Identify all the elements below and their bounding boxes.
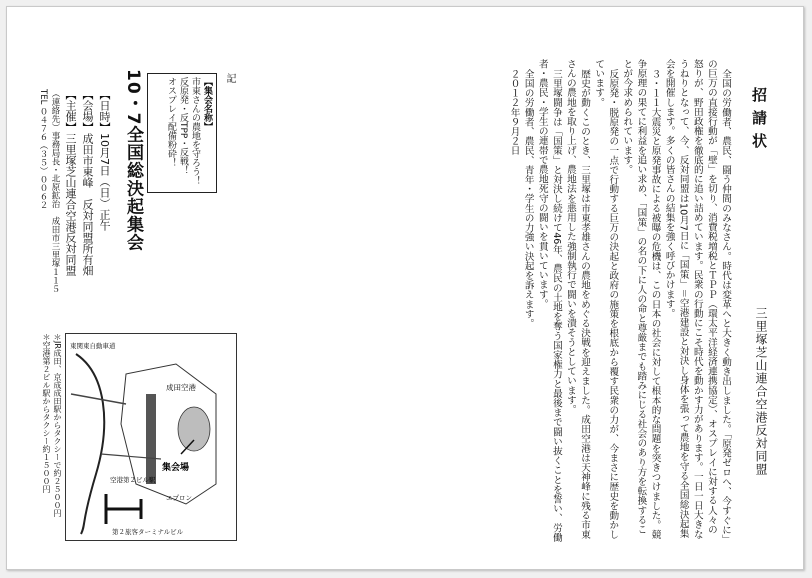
map-note: ＊空港第２ビル駅からタクシー約１５００円 (42, 333, 51, 493)
runway (146, 394, 156, 484)
body-paragraph: 全国の労働者、農民、青年・学生の力強い決起を訴えます。 (522, 68, 534, 328)
invitation-page (6, 6, 804, 570)
map-notes (29, 333, 63, 539)
map-label-venue: 集会場 (162, 463, 190, 473)
rally-title: 10・7全国総決起集会 (123, 69, 143, 252)
body-paragraph: 歴史が動くこのとき、三里塚は市東孝雄さんの農地をめぐる決戦を迎えました。成田空港は天神峰に残る市東さんの農地を取り上げ、農地法を悪用した強制執行で闘いを潰そうとしています。 (564, 59, 591, 539)
map-note: ＊JR成田、京成成田駅からタクシーで約２５００円 (53, 333, 62, 517)
road-line (71, 394, 126, 404)
body-text (242, 59, 732, 543)
body-date: ２０１２年９月２日 (508, 68, 520, 155)
rally-organizer: 【主催】三里塚芝山連合空港反対同盟 (64, 89, 77, 276)
map-label-station: 空港第２ビル駅 (110, 476, 156, 484)
slogan-box-title: 【集会名称】 (202, 77, 212, 131)
venue-map (65, 333, 237, 541)
map-label-road: 東関東自動車道 (70, 342, 116, 350)
rally-venue: 【会場】成田市東峰 反対同盟所有畑 (81, 89, 94, 276)
map-label-airport: 成田空港 (166, 383, 196, 392)
page-title: 招請状 (750, 87, 768, 156)
contact-phone: TEL ０４７６（３５）００６２ (38, 89, 48, 210)
slogan-line: 市東さんの農地を守ろう！ (190, 77, 200, 185)
slogan-line: 反原発・反TPP・反戦！ (178, 77, 188, 175)
body-paragraph: 三里塚闘争は「国策」と対決し続けて46年、農民の土地を奪う国家権力と最後まで闘い抜くことを誓い、労働者・農民・学生の連帯で農地死守の闘いを貫いています。 (536, 59, 562, 542)
slogan-box (147, 73, 217, 193)
body-paragraph: 反原発・脱原発の一点で行動する巨万の決起と政府の施策を根底から覆す民衆の力が、今まさに歴史を動かしています。 (593, 59, 619, 539)
map-label-terminal: 第２旅客ターミナルビル (112, 528, 184, 536)
map-label-apron: エプロン (166, 494, 192, 502)
road-line (76, 354, 104, 534)
body-paragraph: ３・１１大震災と原発事故による被曝の危機は、この日本の社会に対して根本的な問題を突きつけました。競争原理の果てに利益を追い求め、「国策」の名の下に人の命と尊厳までも踏みにじる社会のあり方を転換することが今求められています。 (621, 59, 661, 539)
rally-info (63, 89, 113, 339)
contact-info (25, 89, 61, 355)
rally-date: 【日時】10月7日（日）正午 (98, 89, 111, 231)
terminal-building (106, 494, 141, 524)
body-paragraph: 全国の労働者、農民、闘う仲間のみなさん。時代は変革へと大きく動き出しました。「原発ゼロへ、今すぐに」の巨万の直接行動が「壁」を切り、消費税増税とＴＰＰ（環太平洋経済連携協定）、オスプレイに対する人々の怒りが、野田政権を徹底的に追い詰めています。民衆の行動にこそ時代を動かす力があります。一日一日大きなうねりとなって、今、反対同盟は10月7日に「国策」＝空港建設と対決し身体を張って農地を守る全国総決起集会を開催します。多くの皆さんの結集を強く呼びかけます。 (663, 59, 731, 539)
slogan-line: オスプレイ配備粉砕！ (166, 77, 176, 167)
venue-area (178, 407, 210, 451)
notice-mark: 記 (224, 73, 235, 89)
sender-name: 三里塚芝山連合空港反対同盟 (754, 307, 768, 476)
contact-address: （連絡先）事務局長・北原鉱治 成田市三里塚１１５ (50, 89, 60, 293)
